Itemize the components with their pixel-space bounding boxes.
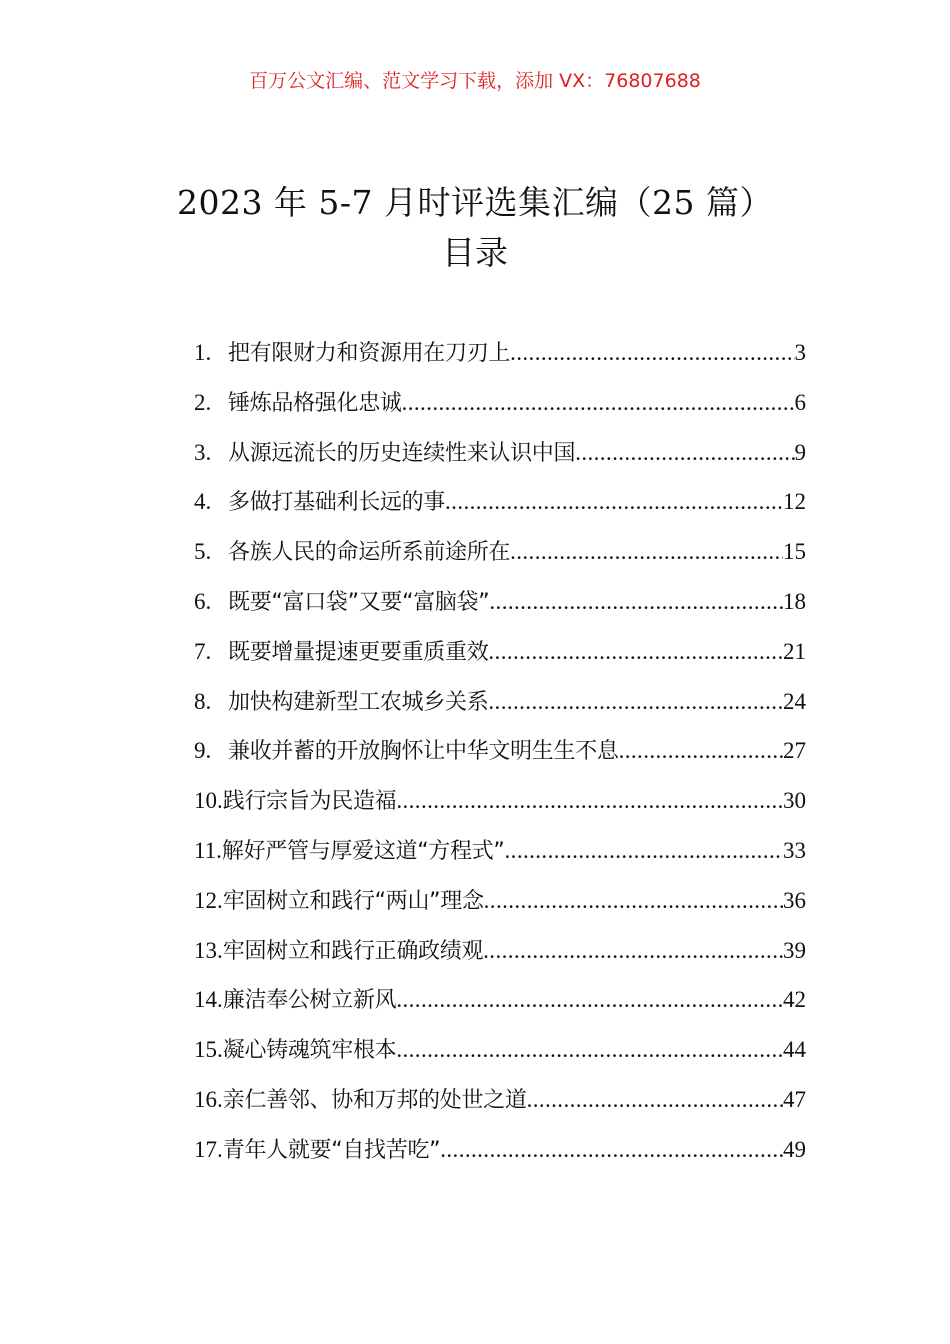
toc-dot-leader <box>396 1025 783 1075</box>
toc-entry-title: 解好严管与厚爱这道“方程式” <box>221 838 505 864</box>
toc-dot-leader <box>489 577 783 627</box>
toc-entry-page-number: 44 <box>783 1037 806 1063</box>
toc-entry-number: 15. <box>194 1037 223 1063</box>
toc-entry[interactable] <box>194 1025 806 1075</box>
toc-entry[interactable] <box>194 1125 806 1175</box>
toc-entry-number: 11. <box>194 837 222 863</box>
toc-entry-title: 青年人就要“自找苦吃” <box>222 1137 441 1163</box>
header-watermark-note: 百万公文汇编、范文学习下载，添加 VX：76807688 <box>249 70 701 92</box>
toc-entry-number: 9. <box>194 738 212 764</box>
toc-entry-page-number: 18 <box>783 588 806 614</box>
toc-entry-title: 锤炼品格强化忠诚 <box>228 390 402 416</box>
toc-entry-number: 13. <box>194 937 223 963</box>
toc-entry-page-number: 39 <box>783 937 806 963</box>
toc-entry-number: 10. <box>194 788 223 814</box>
toc-dot-leader <box>396 776 783 826</box>
toc-entry-number: 1. <box>194 340 212 365</box>
toc-entry-number: 2. <box>194 389 212 415</box>
toc-entry-page-number: 15 <box>783 539 806 565</box>
toc-entry-page-number: 21 <box>783 638 806 664</box>
toc-entry-page-number: 36 <box>783 887 806 913</box>
toc-entry-title: 各族人民的命运所系前途所在 <box>228 540 511 566</box>
toc-entry[interactable] <box>194 726 806 776</box>
toc-entry-number: 16. <box>194 1086 223 1112</box>
toc-dot-leader <box>619 726 783 776</box>
toc-entry[interactable] <box>194 627 806 677</box>
toc-dot-leader <box>484 876 783 926</box>
toc-entry-number: 14. <box>194 987 223 1013</box>
toc-entry-page-number: 6 <box>794 389 806 415</box>
toc-entry-number: 17. <box>194 1136 223 1162</box>
toc-entry[interactable] <box>194 677 806 727</box>
toc-dot-leader <box>510 527 783 577</box>
toc-entry-title: 牢固树立和践行“两山”理念 <box>222 888 484 914</box>
toc-entry-title: 亲仁善邻、协和万邦的处世之道 <box>222 1087 527 1113</box>
toc-entry-number: 4. <box>194 489 212 515</box>
toc-entry-page-number: 47 <box>783 1086 806 1112</box>
toc-entry-page-number: 42 <box>783 987 806 1013</box>
toc-entry-page-number: 33 <box>783 837 806 863</box>
toc-entry-title: 把有限财力和资源用在刀刃上 <box>228 341 511 366</box>
toc-entry-page-number: 24 <box>783 688 806 714</box>
toc-entry[interactable] <box>194 826 806 876</box>
toc-entry[interactable] <box>194 428 806 478</box>
toc-entry-page-number: 30 <box>783 788 806 814</box>
toc-entry[interactable] <box>194 527 806 577</box>
toc-entry-number: 7. <box>194 638 212 664</box>
toc-entry-page-number: 9 <box>794 439 806 465</box>
toc-dot-leader <box>396 975 783 1025</box>
toc-entry-title: 加快构建新型工农城乡关系 <box>228 689 489 715</box>
toc-entry-page-number: 12 <box>783 489 806 515</box>
toc-entry-title: 多做打基础利长远的事 <box>228 490 446 516</box>
toc-entry[interactable] <box>194 577 806 627</box>
toc-dot-leader <box>505 826 783 876</box>
toc-entry-number: 12. <box>194 887 223 913</box>
toc-entry-page-number: 3 <box>794 340 806 365</box>
toc-entry-page-number: 27 <box>783 738 806 764</box>
toc-entry-number: 6. <box>194 588 212 614</box>
toc-entry[interactable] <box>194 876 806 926</box>
toc-dot-leader <box>440 1125 783 1175</box>
toc-entry-title: 从源远流长的历史连续性来认识中国 <box>228 440 576 466</box>
toc-dot-leader <box>527 1075 783 1125</box>
toc-entry-title: 践行宗旨为民造福 <box>222 789 397 815</box>
toc-dot-leader <box>483 926 783 976</box>
toc-entry[interactable] <box>194 328 806 378</box>
toc-entry-title: 兼收并蓄的开放胸怀让中华文明生生不息 <box>228 739 619 765</box>
toc-entry-title: 牢固树立和践行正确政绩观 <box>222 938 484 964</box>
toc-entry-title: 凝心铸魂筑牢根本 <box>222 1038 397 1064</box>
toc-dot-leader <box>402 378 795 428</box>
toc-entry-title: 既要增量提速更要重质重效 <box>228 639 489 665</box>
toc-entry[interactable] <box>194 1075 806 1125</box>
toc-dot-leader <box>488 677 783 727</box>
document-subtitle: 目录 <box>442 233 508 272</box>
toc-entry[interactable] <box>194 378 806 428</box>
toc-entry-number: 8. <box>194 688 212 714</box>
toc-dot-leader <box>488 627 783 677</box>
toc-entry-page-number: 49 <box>783 1136 806 1162</box>
toc-entry-title: 廉洁奉公树立新风 <box>222 988 397 1014</box>
toc-dot-leader <box>445 477 783 527</box>
toc-entry[interactable] <box>194 776 806 826</box>
toc-entry-number: 5. <box>194 539 212 565</box>
table-of-contents <box>194 328 806 1175</box>
toc-entry-title: 既要“富口袋”又要“富脑袋” <box>228 589 490 615</box>
toc-dot-leader <box>510 328 794 378</box>
document-title: 2023 年 5-7 月时评选集汇编（25 篇） <box>176 183 774 222</box>
toc-entry[interactable] <box>194 477 806 527</box>
toc-entry[interactable] <box>194 975 806 1025</box>
toc-entry-number: 3. <box>194 439 212 465</box>
toc-dot-leader <box>575 428 794 478</box>
toc-entry[interactable] <box>194 926 806 976</box>
